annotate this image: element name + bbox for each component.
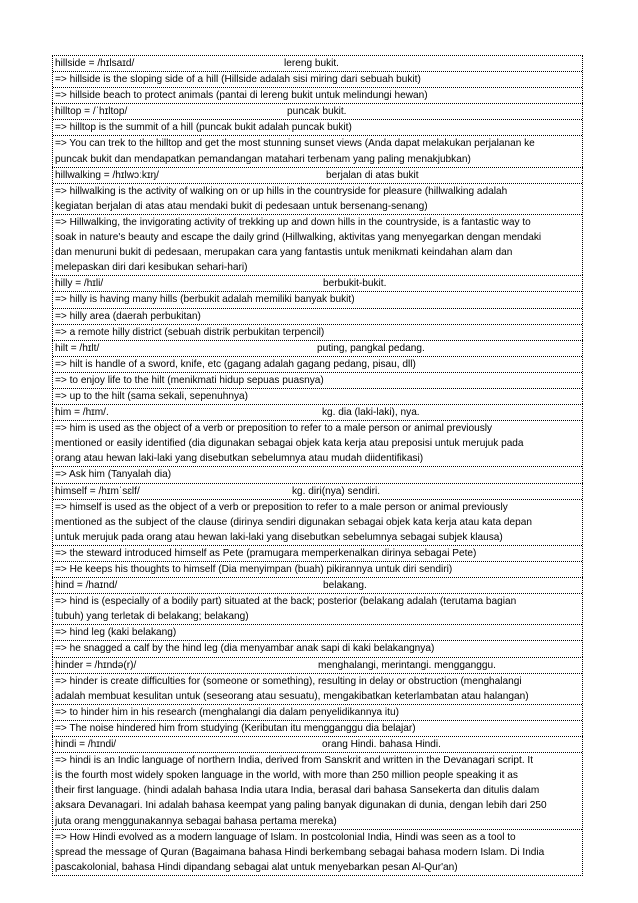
example-sentence <box>53 466 582 482</box>
example-sentence <box>53 388 582 404</box>
text-line: => Ask him (Tanyalah dia) <box>55 469 172 481</box>
definition <box>53 593 582 624</box>
headword: hindi = /hɪndi/ <box>55 739 117 751</box>
text-line: aksara Devanagari. Ini adalah bahasa keempat yang paling banyak digunakan di dunia, dengan lebih dari 250 <box>55 800 547 812</box>
example-sentence <box>53 640 582 656</box>
dictionary-entry <box>52 483 583 578</box>
entry-headword-row <box>55 104 580 119</box>
headword-meaning: kg. dia (laki-laki), nya. <box>322 407 420 419</box>
text-line: => He keeps his thoughts to himself (Dia menyimpan (buah) pikirannya untuk diri sendiri) <box>55 564 453 575</box>
entry-headword-row <box>55 276 580 291</box>
headword-meaning: berbukit-bukit. <box>323 278 387 290</box>
text-line: => Hillwalking, the invigorating activity of trekking up and down hills in the countryside, is a fantastic way to <box>55 216 531 228</box>
example-sentence <box>53 135 582 166</box>
headword: hillwalking = /hɪlwɔːkɪŋ/ <box>55 169 159 181</box>
entry-lines <box>55 752 580 875</box>
text-line: => hilltop is the summit of a hill (puncak bukit adalah puncak bukit) <box>55 122 352 134</box>
headword: himself = /hɪmˈsɛlf/ <box>55 485 140 497</box>
text-line: => hindi is an Indic language of northern India, derived from Sanskrit and written in the Devanagari script. It <box>55 755 534 767</box>
text-line: => hilt is handle of a sword, knife, etc (gagang adalah gagang pedang, pisau, dll) <box>55 358 416 370</box>
headword: hilly = /hɪli/ <box>55 278 104 290</box>
text-line: => to enjoy life to the hilt (menikmati hidup sepuas puasnya) <box>55 374 324 386</box>
entry-lines <box>55 420 580 482</box>
entry-lines <box>55 71 580 103</box>
entry-headword-row <box>55 484 580 499</box>
text-line: soak in nature's beauty and escape the daily grind (Hillwalking, aktivitas yang menyegarkan dengan mendaki <box>55 232 542 244</box>
entry-lines <box>55 593 580 656</box>
text-line: kegiatan berjalan di atas atau mendaki bukit di pedesaan untuk bersenang-senang) <box>55 200 428 212</box>
example-sentence <box>53 372 582 388</box>
text-line: => hinder is create difficulties for (someone or something), resulting in delay or obstruction (menghalangi <box>55 675 522 687</box>
entry-headword-row <box>55 56 580 71</box>
headword-meaning: berjalan di atas bukit <box>326 169 419 181</box>
dictionary-entry <box>52 167 583 276</box>
text-line: pascakolonial, bahasa Hindi dipandang sebagai alat untuk menyebarkan pesan Al-Qur'an) <box>55 861 458 873</box>
text-line: => him is used as the object of a verb or preposition to refer to a male person or animal previously <box>55 423 493 435</box>
dictionary-entry <box>52 404 583 482</box>
text-line: spread the message of Quran (Bagaimana bahasa Hindi berkembang sebagai bahasa modern Islam. Di India <box>55 846 545 858</box>
headword-meaning: puting, pangkal pedang. <box>317 342 425 354</box>
text-line: => up to the hilt (sama sekali, sepenuhnya) <box>55 390 249 402</box>
entry-lines <box>55 119 580 166</box>
entry-lines <box>55 499 580 577</box>
text-line: => hillside beach to protect animals (pantai di lereng bukit untuk melindungi hewan) <box>55 90 428 102</box>
entry-lines <box>55 356 580 404</box>
text-line: => he snagged a calf by the hind leg (dia menyambar anak sapi di kaki belakangnya) <box>55 643 435 655</box>
text-line: => the steward introduced himself as Pete (pramugara memperkenalkan dirinya sebagai Pete) <box>55 547 477 559</box>
definition <box>53 291 582 307</box>
entry-lines <box>55 673 580 736</box>
definition <box>53 752 582 828</box>
dictionary-entry <box>52 275 583 339</box>
headword-meaning: puncak bukit. <box>287 106 347 118</box>
text-line: mentioned as the subject of the clause (dirinya sendiri digunakan sebagai objek kata kerja atau kata depan <box>55 516 532 528</box>
text-line: => How Hindi evolved as a modern language of Islam. In postcolonial India, Hindi was seen as a tool to <box>55 831 516 843</box>
text-line: their first language. (hindi adalah bahasa India utara India, berasal dari bahasa Sansekerta dan ditulis dalam <box>55 785 540 797</box>
definition <box>53 499 582 545</box>
text-line: => hind leg (kaki belakang) <box>55 627 177 639</box>
headword: hind = /haɪnd/ <box>55 580 118 592</box>
entry-headword-row <box>55 578 580 593</box>
headword: him = /hɪm/. <box>55 407 109 419</box>
example-sentence <box>53 561 582 577</box>
text-line: mentioned or easily identified (dia digunakan sebagai objek kata kerja atau preposisi untuk merujuk pada <box>55 438 524 450</box>
text-line: => hillside is the sloping side of a hill (Hillside adalah sisi miring dari sebuah bukit) <box>55 74 421 86</box>
headword-meaning: kg. diri(nya) sendiri. <box>292 485 381 497</box>
example-sentence <box>53 87 582 103</box>
example-sentence <box>53 720 582 736</box>
example-sentence <box>53 308 582 324</box>
dictionary-entry <box>52 657 583 736</box>
entry-headword-row <box>55 405 580 420</box>
definition <box>53 356 582 372</box>
text-line: => You can trek to the hilltop and get the most stunning sunset views (Anda dapat melakukan perjalanan ke <box>55 138 535 150</box>
definition <box>53 119 582 135</box>
text-line: => himself is used as the object of a verb or preposition to refer to a male person or animal previously <box>55 501 508 513</box>
text-line: juta orang menggunakannya sebagai bahasa pertama mereka) <box>55 815 337 827</box>
example-sentence <box>53 214 582 275</box>
headword: hillside = /hɪlsaɪd/ <box>55 58 135 69</box>
example-sentence <box>53 324 582 340</box>
dictionary-entry <box>52 103 583 166</box>
text-line: orang atau hewan laki-laki yang disebutkan sebelumnya atau mudah diidentifikasi) <box>55 453 424 465</box>
text-line: melepaskan diri dari kesibukan sehari-hari) <box>55 262 248 274</box>
text-line: => hilly is having many hills (berbukit adalah memiliki banyak bukit) <box>55 294 355 306</box>
text-line: dan menuruni bukit di pedesaan, merupakan cara yang fantastis untuk menikmati keindahan alam dan <box>55 247 513 259</box>
entry-lines <box>55 183 580 276</box>
dictionary-entry <box>52 577 583 656</box>
headword-meaning: lereng bukit. <box>284 58 339 69</box>
dictionary-page <box>52 55 583 876</box>
entry-headword-row <box>55 341 580 356</box>
definition <box>53 183 582 214</box>
headword: hinder = /hɪndə(r)/ <box>55 659 137 671</box>
text-line: is the fourth most widely spoken language in the world, with more than 250 million people speaking it as <box>55 770 518 782</box>
entry-headword-row <box>55 737 580 752</box>
text-line: puncak bukit dan mendapatkan pemandangan matahari terbenam yang paling menakjubkan) <box>55 153 471 165</box>
text-line: => hind is (especially of a bodily part) situated at the back; posterior (belakang adalah (terutama bagian <box>55 596 517 608</box>
entry-headword-row <box>55 168 580 183</box>
example-sentence <box>53 704 582 720</box>
entry-lines <box>55 291 580 339</box>
text-line: untuk merujuk pada orang atau hewan laki-laki yang disebutkan sebelumnya sebagai subjek klausa) <box>55 531 503 543</box>
headword-meaning: orang Hindi. bahasa Hindi. <box>322 739 441 751</box>
definition <box>53 420 582 466</box>
text-line: => a remote hilly district (sebuah distrik perbukitan terpencil) <box>55 326 325 338</box>
definition <box>53 71 582 87</box>
text-line: => hillwalking is the activity of walking on or up hills in the countryside for pleasure (hillwalking adalah <box>55 185 508 197</box>
example-sentence <box>53 829 582 875</box>
dictionary-entry <box>52 736 583 876</box>
entry-headword-row <box>55 658 580 673</box>
text-line: => The noise hindered him from studying (Keributan itu mengganggu dia belajar) <box>55 722 416 734</box>
headword-meaning: belakang. <box>323 580 367 592</box>
text-line: adalah membuat kesulitan untuk (seseorang atau sesuatu), mengakibatkan keterlambatan atau halangan) <box>55 690 529 702</box>
definition <box>53 673 582 704</box>
dictionary-entry <box>52 340 583 404</box>
example-sentence <box>53 624 582 640</box>
headword: hilltop = /ˈhɪltop/ <box>55 106 128 118</box>
headword-meaning: menghalangi, merintangi. mengganggu. <box>318 659 496 671</box>
text-line: => to hinder him in his research (menghalangi dia dalam penyelidikannya itu) <box>55 706 399 718</box>
headword: hilt = /hɪlt/ <box>55 342 100 354</box>
dictionary-entry <box>52 55 583 103</box>
text-line: => hilly area (daerah perbukitan) <box>55 310 201 322</box>
text-line: tubuh) yang terletak di belakang; belakang) <box>55 611 249 623</box>
example-sentence <box>53 545 582 561</box>
